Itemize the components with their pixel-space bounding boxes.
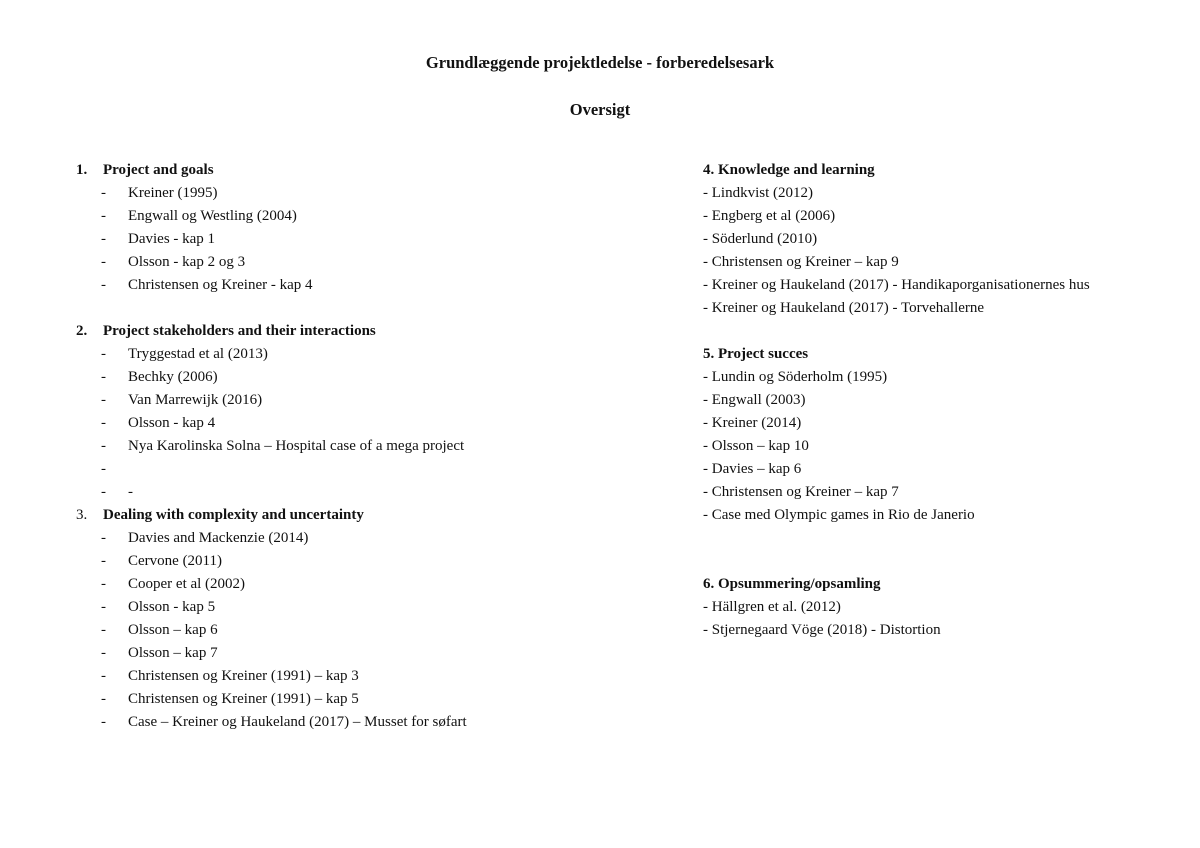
dash-bullet: - [101,530,106,546]
list-item [76,665,636,688]
dash-bullet: - [101,622,106,638]
list-item: - Kreiner og Haukeland (2017) - Handikaporganisationernes hus [703,277,1090,293]
section-number: 1. [76,162,88,178]
list-item [76,458,636,481]
section-stakeholders [76,320,636,504]
section-number: 2. [76,323,88,339]
section-heading [76,320,636,343]
section-heading: 5. Project succes [703,346,809,362]
dash-bullet: - [101,415,106,431]
list-item: - Engwall (2003) [703,392,806,408]
list-item [76,274,636,297]
list-item-text: Cervone (2011) [128,553,222,569]
list-item: - Christensen og Kreiner – kap 9 [703,254,899,270]
list-item-text: - [128,484,133,500]
list-item-text: Olsson – kap 7 [128,645,218,661]
list-item [76,711,636,734]
document-title: Grundlæggende projektledelse - forberedelsesark [425,53,775,72]
list-item: - Olsson – kap 10 [703,438,809,454]
list-item-text: Engwall og Westling (2004) [128,208,297,224]
list-item-text: Nya Karolinska Solna – Hospital case of a mega project [128,438,465,454]
list-item: - Kreiner (2014) [703,415,802,431]
section-heading: 6. Opsummering/opsamling [703,576,881,592]
dash-bullet: - [101,346,106,362]
document-subtitle: Oversigt [569,100,631,119]
section-heading [76,504,636,527]
section-project-and-goals [76,159,636,297]
section-project-succes [703,343,1173,527]
section-heading-text: Project stakeholders and their interactions [103,323,376,339]
spacer [76,297,636,320]
list-item-text: Cooper et al (2002) [128,576,246,592]
spacer [703,527,1173,550]
list-item [76,619,636,642]
list-item: - Engberg et al (2006) [703,208,836,224]
list-item: - Christensen og Kreiner – kap 7 [703,484,899,500]
dash-bullet: - [101,668,106,684]
list-item: - Kreiner og Haukeland (2017) - Torvehallerne [703,300,985,316]
section-knowledge-and-learning [703,159,1173,320]
dash-bullet: - [101,599,106,615]
list-item [76,550,636,573]
section-heading-text: Project and goals [103,162,214,178]
list-item-text: Christensen og Kreiner (1991) – kap 5 [128,691,359,707]
list-item [76,527,636,550]
list-item-text: Case – Kreiner og Haukeland (2017) – Musset for søfart [128,714,467,730]
list-item-text: Davies - kap 1 [128,231,216,247]
section-number: 3. [76,507,88,523]
list-item-text: Olsson - kap 2 og 3 [128,254,246,270]
dash-bullet: - [101,185,106,201]
list-item [76,642,636,665]
dash-bullet: - [101,461,106,477]
section-complexity [76,504,636,734]
list-item-text: Olsson – kap 6 [128,622,218,638]
list-item [76,366,636,389]
dash-bullet: - [101,553,106,569]
list-item-text: Olsson - kap 4 [128,415,216,431]
list-item-text: Olsson - kap 5 [128,599,216,615]
list-item [76,251,636,274]
list-item [76,573,636,596]
list-item: - Söderlund (2010) [703,231,818,247]
dash-bullet: - [101,691,106,707]
spacer [703,320,1173,343]
list-item [76,435,636,458]
list-item: - Hällgren et al. (2012) [703,599,841,615]
list-item-text: Christensen og Kreiner (1991) – kap 3 [128,668,359,684]
list-item: - Davies – kap 6 [703,461,802,477]
list-item [76,688,636,711]
list-item: - Lindkvist (2012) [703,185,813,201]
list-item-text: Kreiner (1995) [128,185,218,201]
list-item: - Case med Olympic games in Rio de Janerio [703,507,975,523]
list-item [76,182,636,205]
list-item: - Lundin og Söderholm (1995) [703,369,888,385]
dash-bullet: - [101,576,106,592]
left-column [76,159,636,734]
section-heading: 4. Knowledge and learning [703,162,875,178]
list-item-text: Tryggestad et al (2013) [128,346,268,362]
list-item-text: Christensen og Kreiner - kap 4 [128,277,313,293]
list-item [76,389,636,412]
section-opsummering [703,573,1173,642]
list-item: - Stjernegaard Vöge (2018) - Distortion [703,622,941,638]
list-item [76,228,636,251]
list-item [76,412,636,435]
dash-bullet: - [101,254,106,270]
right-column [703,159,1173,642]
section-heading-text: Dealing with complexity and uncertainty [103,507,364,523]
list-item [76,205,636,228]
dash-bullet: - [101,277,106,293]
dash-bullet: - [101,714,106,730]
spacer [703,550,1173,573]
dash-bullet: - [101,484,106,500]
list-item-text: Bechky (2006) [128,369,218,385]
list-item-text: Van Marrewijk (2016) [128,392,263,408]
dash-bullet: - [101,438,106,454]
section-heading [76,159,636,182]
dash-bullet: - [101,369,106,385]
list-item [76,596,636,619]
dash-bullet: - [101,231,106,247]
list-item [76,343,636,366]
dash-bullet: - [101,208,106,224]
list-item-text: Davies and Mackenzie (2014) [128,530,309,546]
list-item [76,481,636,504]
dash-bullet: - [101,392,106,408]
dash-bullet: - [101,645,106,661]
